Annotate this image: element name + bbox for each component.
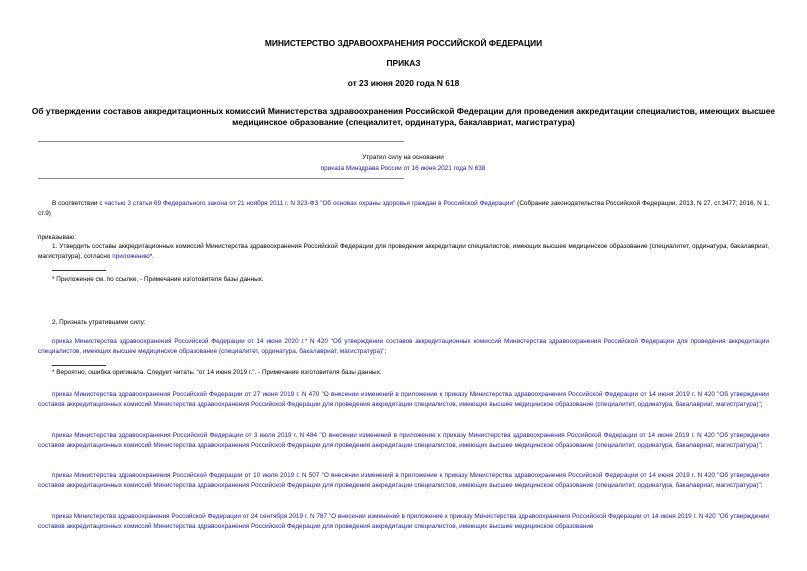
invalidated-order-3-tail: ; — [760, 441, 763, 449]
law-link[interactable]: частью 3 статьи 69 Федерального закона от 21 ноября 2011 г. N 323-ФЗ "Об основах охраны здоровья граждан в Российской Федерации" — [104, 200, 516, 207]
order-word: приказываю: — [38, 234, 76, 241]
preamble-text-end: (Собрание законодательства Российской Федерации, 2013, N 27, ст.3477; 2016, N 1, ст.9) — [38, 200, 769, 217]
status-line: Утратил силу на основании — [362, 154, 444, 161]
document-title: Об утверждении составов аккредитационных комиссий Министерства здравоохранения Российской Федерации для проведения аккредитации специалистов, имеющих высшее медицинское образование (специалитет, ординатура, бакалавриат, магистратура) — [31, 106, 776, 127]
footnote-2: * Вероятно, ошибка оригинала. Следует читать: "от 14 июня 2019 г.". - Примечание изготовителя базы данных. — [52, 369, 382, 376]
preamble-paragraph — [38, 199, 769, 218]
footnote-2-rule — [52, 365, 106, 366]
invalidated-order-5-link[interactable]: приказ Министерства здравоохранения Российской Федерации от 24 сентября 2019 г. N 787 "О внесении изменений в приложение к приказу Министерства здравоохранения Российской Федерации от 14 июня 2019 г. N 420 "Об утверждении составов аккредитационных комиссий Министерства здравоохранения Российской Федерации для проведения аккредитации специалистов, имеющих высшее медицинское образование — [38, 513, 769, 530]
footnote-1-rule — [52, 270, 106, 271]
invalidated-order-4-tail: ; — [760, 481, 763, 489]
footnote-1: * Приложение см. по ссылке. - Примечание изготовителя базы данных. — [52, 276, 264, 283]
invalidated-order-1 — [38, 337, 769, 356]
invalidated-order-1-link[interactable]: приказ Министерства здравоохранения Российской Федерации от 14 июня 2020 г.* N 420 "Об утверждении составов аккредитационных комиссий Министерства здравоохранения Российской Федерации для проведения аккредитации специалистов, имеющих высшее медицинское образование (специалитет, ординатура, бакалавриат, магистратура)" — [38, 338, 769, 355]
item-1-paragraph — [38, 242, 769, 261]
status-repeal-link[interactable]: приказа Минздрава России от 16 июня 2021 года N 638 — [320, 165, 486, 172]
doc-type-heading: ПРИКАЗ — [386, 58, 421, 68]
invalidated-order-2-link[interactable]: приказ Министерства здравоохранения Российской Федерации от 27 июня 2019 г. N 470 "О внесении изменений в приложение к приказу Министерства здравоохранения Российской Федерации от 14 июня 2019 г. N 420 "Об утверждении составов аккредитационных комиссий Министерства здравоохранения Российской Федерации для проведения аккредитации специалистов, имеющих высшее медицинское образование (специалитет, ординатура, бакалавриат, магистратура)" — [38, 391, 769, 408]
item-1-tail: *. — [149, 252, 155, 260]
item-1-text: 1. Утвердить составы аккредитационных комиссий Министерства здравоохранения Российской Федерации для проведения аккредитации специалистов, имеющих высшее медицинское образование (специалитет, ординатура, бакалавриат, магистратура), согласно — [38, 243, 769, 260]
invalidated-order-3-link[interactable]: приказ Министерства здравоохранения Российской Федерации от 3 июля 2019 г. N 484 "О внесении изменений в приложение к приказу Министерства здравоохранения Российской Федерации от 14 июня 2019 г. N 420 "Об утверждении составов аккредитационных комиссий Министерства здравоохранения Российской Федерации для проведения аккредитации специалистов, имеющих высшее медицинское образование (специалитет, ординатура, бакалавриат, магистратура)" — [38, 432, 769, 449]
invalidated-order-2-tail: ; — [760, 400, 763, 408]
appendix-link[interactable]: приложению — [112, 252, 150, 260]
date-number: от 23 июня 2020 года N 618 — [347, 78, 460, 88]
ministry-heading: МИНИСТЕРСТВО ЗДРАВООХРАНЕНИЯ РОССИЙСКОЙ ФЕДЕРАЦИИ — [264, 38, 543, 48]
invalidated-order-3 — [38, 431, 769, 450]
preamble-text-start: В соответствии с — [52, 200, 105, 207]
invalidated-order-2 — [38, 390, 769, 409]
status-rule-top — [38, 141, 404, 142]
status-rule-bottom — [38, 178, 404, 179]
item-2-heading: 2. Признать утратившими силу: — [52, 319, 146, 326]
invalidated-order-1-tail: ; — [384, 347, 387, 355]
invalidated-order-5 — [38, 512, 769, 531]
invalidated-order-4 — [38, 471, 769, 490]
invalidated-order-4-link[interactable]: приказ Министерства здравоохранения Российской Федерации от 10 июля 2019 г. N 507 "О внесении изменений в приложение к приказу Министерства здравоохранения Российской Федерации от 14 июня 2019 г. N 420 "Об утверждении составов аккредитационных комиссий Министерства здравоохранения Российской Федерации для проведения аккредитации специалистов, имеющих высшее медицинское образование (специалитет, ординатура, бакалавриат, магистратура)" — [38, 472, 769, 489]
